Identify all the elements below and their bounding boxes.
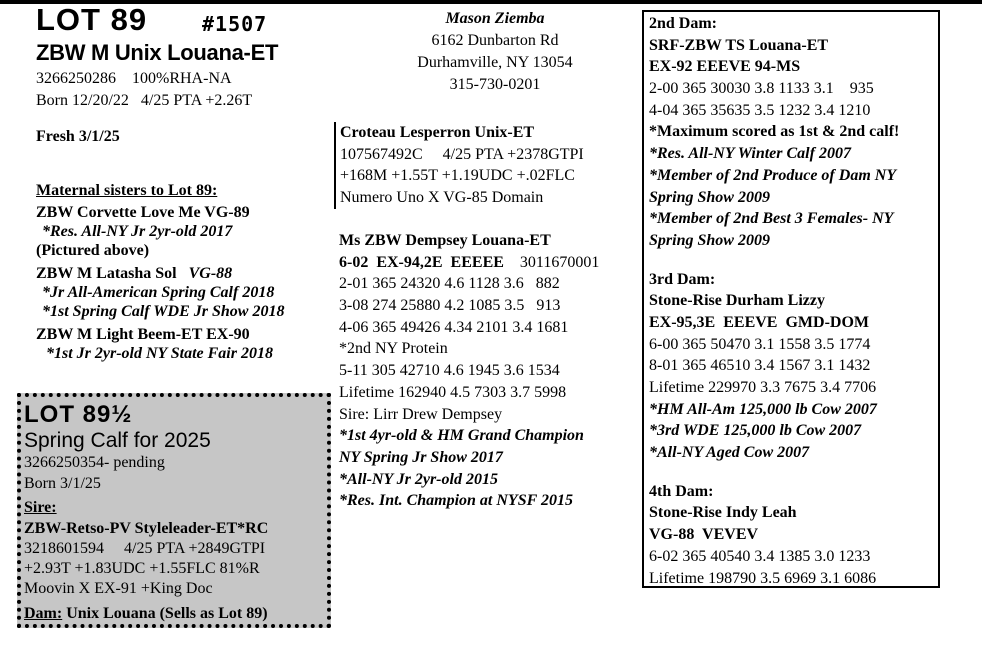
lot-half-sire-line-2: +2.93T +1.83UDC +1.55FLC 81%R xyxy=(24,560,260,577)
dam3-honor: *HM All-Am 125,000 lb Cow 2007 xyxy=(649,400,877,418)
dam2-classification: EX-92 EEEVE 94-MS xyxy=(649,58,801,76)
dam2-name: SRF-ZBW TS Louana-ET xyxy=(649,36,829,54)
dam2-honor: Spring Show 2009 xyxy=(649,231,770,249)
dam-lifetime: Lifetime 162940 4.5 7303 3.7 5998 xyxy=(339,383,567,401)
sister-3-note: *1st Jr 2yr-old NY State Fair 2018 xyxy=(46,344,273,362)
lot-half-title-text: LOT 89 xyxy=(24,401,112,428)
lot-half-dam xyxy=(24,603,327,624)
maternal-sisters xyxy=(36,180,284,362)
sire-line-2: +168M +1.55T +1.19UDC +.02FLC xyxy=(340,167,575,185)
dam2-honor: *Res. All-NY Winter Calf 2007 xyxy=(649,145,851,163)
dam3-label: 3rd Dam: xyxy=(649,270,716,288)
sister-3-name: ZBW M Light Beem-ET EX-90 xyxy=(36,325,250,343)
dam-record: 3-08 274 25880 4.2 1085 3.5 913 xyxy=(339,297,561,315)
dam2-honor: Spring Show 2009 xyxy=(649,188,770,206)
lot-half-title xyxy=(24,401,327,429)
sister-1-pictured: (Pictured above) xyxy=(36,241,150,259)
dam3-record: 6-00 365 50470 3.1 1558 3.5 1774 xyxy=(649,335,871,353)
dam4-classification: VG-88 VEVEV xyxy=(649,526,759,544)
sister-2-note-2: *1st Spring Calf WDE Jr Show 2018 xyxy=(42,302,285,320)
dam2-honor: *Member of 2nd Best 3 Females- NY xyxy=(649,210,894,228)
lot-half-box xyxy=(17,393,331,628)
animal-name: ZBW M Unix Louana-ET xyxy=(36,40,279,65)
sire-line-1: 107567492C 4/25 PTA +2378GTPI xyxy=(340,145,584,163)
dam3-name: Stone-Rise Durham Lizzy xyxy=(649,292,825,310)
maternal-sisters-heading: Maternal sisters to Lot 89: xyxy=(36,182,218,199)
lot-half-sire-line-1: 3218601594 4/25 PTA +2849GTPI xyxy=(24,540,266,557)
lot-half-sire-name: ZBW-Retso-PV Styleleader-ET*RC xyxy=(24,520,269,537)
lot-half-subtitle: Spring Calf for 2025 xyxy=(24,429,211,452)
dam-honor: *1st 4yr-old & HM Grand Champion xyxy=(339,427,584,445)
dam-sire: Sire: Lirr Drew Dempsey xyxy=(339,405,503,423)
dam4-record: 6-02 365 40540 3.4 1385 3.0 1233 xyxy=(649,547,871,565)
dam3-honor: *3rd WDE 125,000 lb Cow 2007 xyxy=(649,422,862,440)
dam4-lifetime: Lifetime 198790 3.5 6969 3.1 6086 xyxy=(649,569,877,587)
dam-honor: NY Spring Jr Show 2017 xyxy=(339,448,503,466)
sire-name: Croteau Lesperron Unix-ET xyxy=(340,124,535,141)
owner-name: Mason Ziemba xyxy=(445,10,545,27)
sister-2-score: VG-88 xyxy=(188,264,233,282)
pedigree-box xyxy=(642,10,940,588)
dam2-record: 2-00 365 30030 3.8 1133 3.1 935 xyxy=(649,80,874,98)
born-line: Born 12/20/22 4/25 PTA +2.26T xyxy=(36,91,253,109)
top-rule xyxy=(0,0,982,4)
lot-half-sire-line-3: Moovin X EX-91 +King Doc xyxy=(24,580,213,597)
dam-block xyxy=(339,230,599,512)
dam-class-row xyxy=(339,252,599,274)
sister-1-note: *Res. All-NY Jr 2yr-old 2017 xyxy=(42,222,233,240)
owner-phone: 315-730-0201 xyxy=(449,76,541,93)
dam2-honor: *Member of 2nd Produce of Dam NY xyxy=(649,166,897,184)
dam3-classification: EX-95,3E EEEVE GMD-DOM xyxy=(649,313,869,331)
lot-half-registration: 3266250354- pending xyxy=(24,454,165,471)
fresh-date: Fresh 3/1/25 xyxy=(36,128,120,145)
lot-title: LOT 89 xyxy=(36,2,148,37)
sister-2 xyxy=(36,263,284,282)
dam-classification: 6-02 EX-94,2E EEEEE xyxy=(339,253,504,271)
sister-2-name: ZBW M Latasha Sol xyxy=(36,264,177,282)
dam4-name: Stone-Rise Indy Leah xyxy=(649,504,797,522)
dam-name: Ms ZBW Dempsey Louana-ET xyxy=(339,232,551,249)
sire-block xyxy=(334,122,584,209)
dam-record: 4-06 365 49426 4.34 2101 3.4 1681 xyxy=(339,318,569,336)
registration-line: 3266250286 100%RHA-NA xyxy=(36,70,232,87)
dam-honor: *All-NY Jr 2yr-old 2015 xyxy=(339,470,498,488)
lot-half-born: Born 3/1/25 xyxy=(24,475,101,492)
animal-info xyxy=(36,68,252,111)
owner-street: 6162 Dunbarton Rd xyxy=(431,32,559,49)
dam-registration: 3011670001 xyxy=(519,253,600,271)
dam3-record: 8-01 365 46510 3.4 1567 3.1 1432 xyxy=(649,357,871,375)
dam2-honor: *Maximum scored as 1st & 2nd calf! xyxy=(649,123,900,141)
dam3-honor: *All-NY Aged Cow 2007 xyxy=(649,444,810,462)
dam-record: 2-01 365 24320 4.6 1128 3.6 882 xyxy=(339,275,560,293)
lot-half-fraction: ½ xyxy=(111,401,133,428)
owner-block xyxy=(395,8,595,96)
sire-line-3: Numero Uno X VG-85 Domain xyxy=(340,189,544,207)
dam-honor: *Res. Int. Champion at NYSF 2015 xyxy=(339,492,573,510)
dam4-label: 4th Dam: xyxy=(649,482,714,500)
dam-record: *2nd NY Protein xyxy=(339,340,448,358)
lot-half-sire-label: Sire: xyxy=(24,499,57,516)
dam2-record: 4-04 365 35635 3.5 1232 3.4 1210 xyxy=(649,101,871,119)
dam2-label: 2nd Dam: xyxy=(649,15,718,32)
dam3-lifetime: Lifetime 229970 3.3 7675 3.4 7706 xyxy=(649,379,877,396)
sister-2-note-1: *Jr All-American Spring Calf 2018 xyxy=(42,283,275,301)
lot-half-dam-value: Unix Louana (Sells as Lot 89) xyxy=(66,605,268,622)
lot-half-dam-label: Dam: xyxy=(24,605,63,622)
owner-city: Durhamville, NY 13054 xyxy=(417,54,573,71)
catalog-number: #1507 xyxy=(202,12,268,36)
sister-1-name: ZBW Corvette Love Me VG-89 xyxy=(36,203,250,221)
dam-record: 5-11 305 42710 4.6 1945 3.6 1534 xyxy=(339,362,560,380)
